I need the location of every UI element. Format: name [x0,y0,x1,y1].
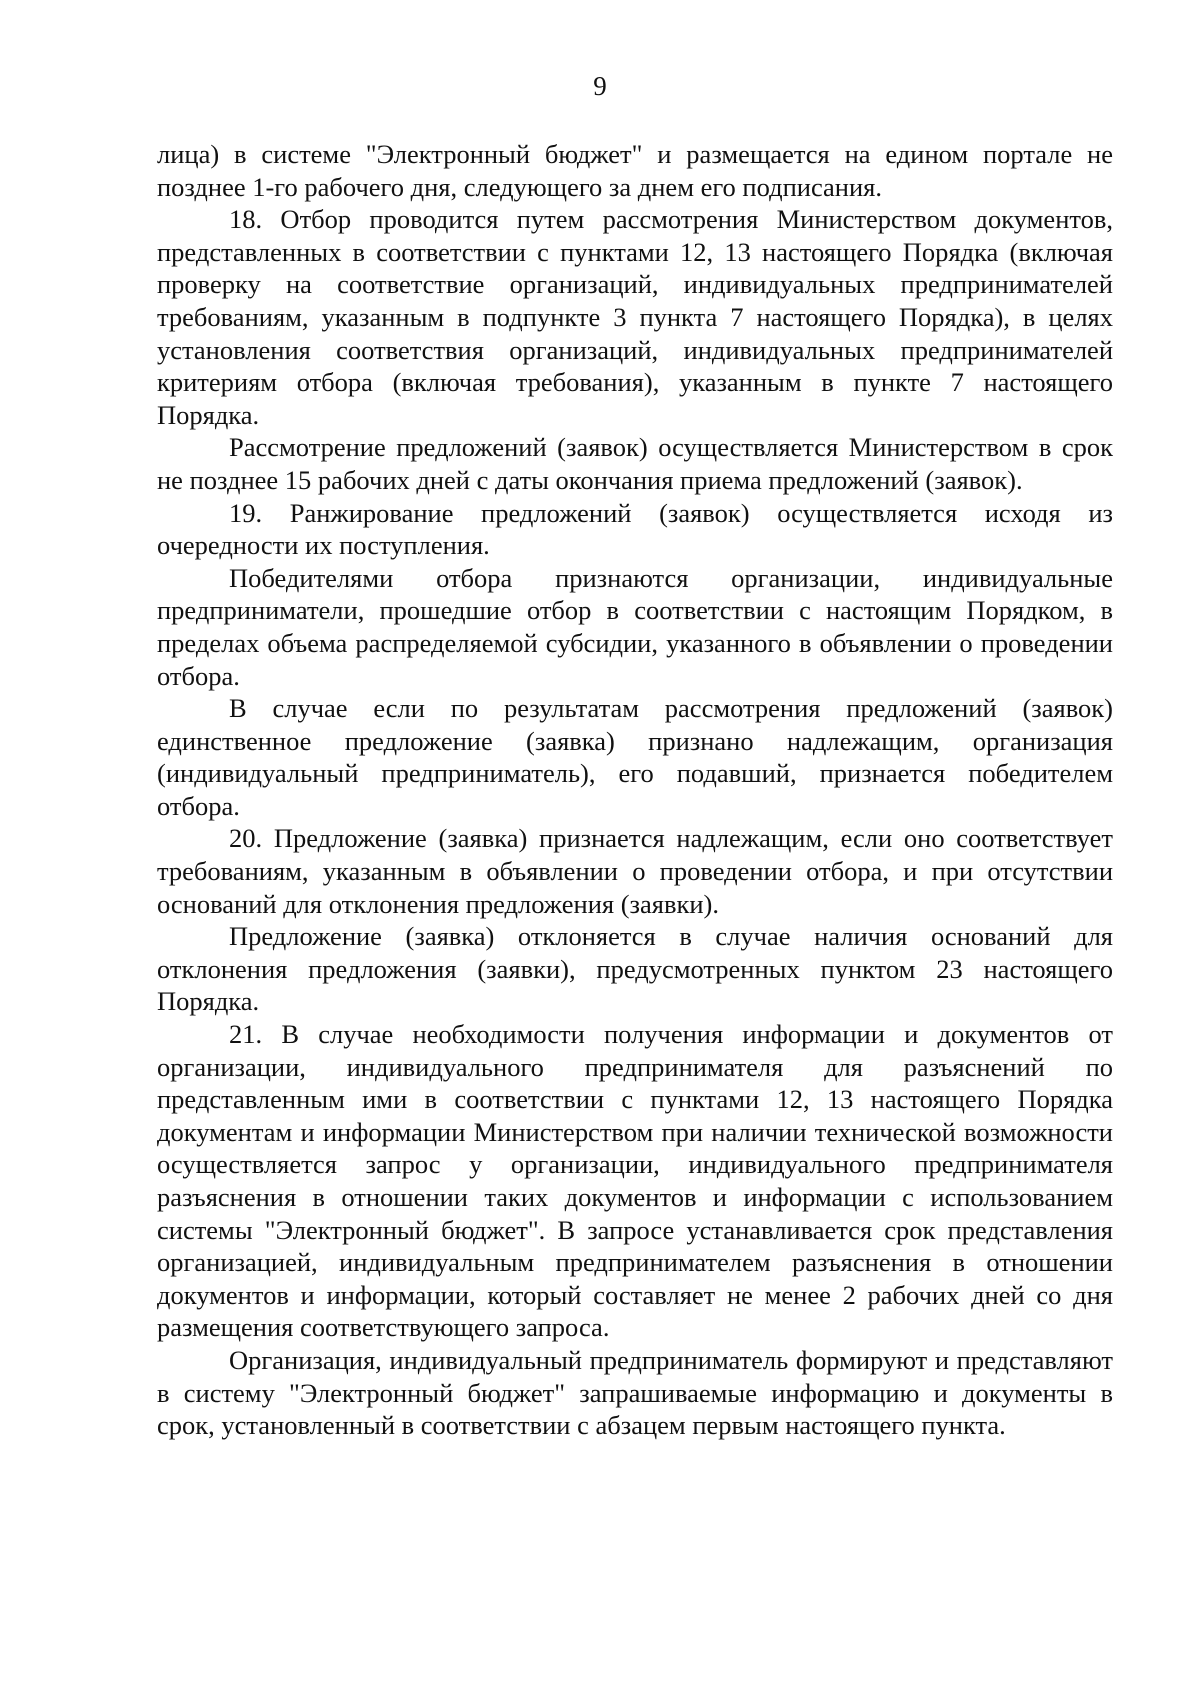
paragraph-continuation: лица) в системе "Электронный бюджет" и размещается на едином портале не позднее 1-го рабочего дня, следующего за днем его подписания. [157,139,1113,202]
document-body [157,138,1113,1442]
paragraph-item-18: 18. Отбор проводится путем рассмотрения Министерством документов, представленных в соответствии с пунктами 12, 13 настоящего Порядка (включая проверку на соответствие организаций, индивидуальных предпринимателей требованиям, указанным в подпункте 3 пункта 7 настоящего Порядка), в целях установления соответствия организаций, индивидуальных предпринимателей критериям отбора (включая требования), указанным в пункте 7 настоящего Порядка. [157,204,1113,430]
paragraph-winners: Победителями отбора признаются организации, индивидуальные предприниматели, прошедшие отбор в соответствии с настоящим Порядком, в пределах объема распределяемой субсидии, указанного в объявлении о проведении отбора. [157,562,1113,691]
paragraph-submission: Организация, индивидуальный предприниматель формируют и представляют в систему "Электронный бюджет" запрашиваемые информацию и документы в срок, установленный в соответствии с абзацем первым настоящего пункта. [157,1344,1113,1441]
paragraph-item-19: 19. Ранжирование предложений (заявок) осуществляется исходя из очередности их поступления. [157,497,1113,561]
paragraph-rejection: Предложение (заявка) отклоняется в случае наличия оснований для отклонения предложения (заявки), предусмотренных пунктом 23 настоящего Порядка. [157,921,1113,1017]
page-number: 9 [593,71,607,101]
paragraph-item-21: 21. В случае необходимости получения информации и документов от организации, индивидуального предпринимателя для разъяснений по представленным ими в соответствии с пунктами 12, 13 настоящего Порядка документам и информации Министерством при наличии технической возможности осуществляется запрос у организации, индивидуального предпринимателя разъяснения в отношении таких документов и информации с использованием системы "Электронный бюджет". В запросе устанавливается срок представления организацией, индивидуальным предпринимателем разъяснения в отношении документов и информации, который составляет не менее 2 рабочих дней со дня размещения соответствующего запроса. [157,1019,1113,1343]
paragraph-single-proposal: В случае если по результатам рассмотрения предложений (заявок) единственное предложение (заявка) признано надлежащим, организация (индивидуальный предприниматель), его подавший, признается победителем отбора. [157,693,1113,821]
paragraph-item-20: 20. Предложение (заявка) признается надлежащим, если оно соответствует требованиям, указанным в объявлении о проведении отбора, и при отсутствии оснований для отклонения предложения (заявки). [157,823,1113,919]
paragraph-review-term: Рассмотрение предложений (заявок) осуществляется Министерством в срок не позднее 15 рабочих дней с даты окончания приема предложений (заявок). [157,432,1113,495]
